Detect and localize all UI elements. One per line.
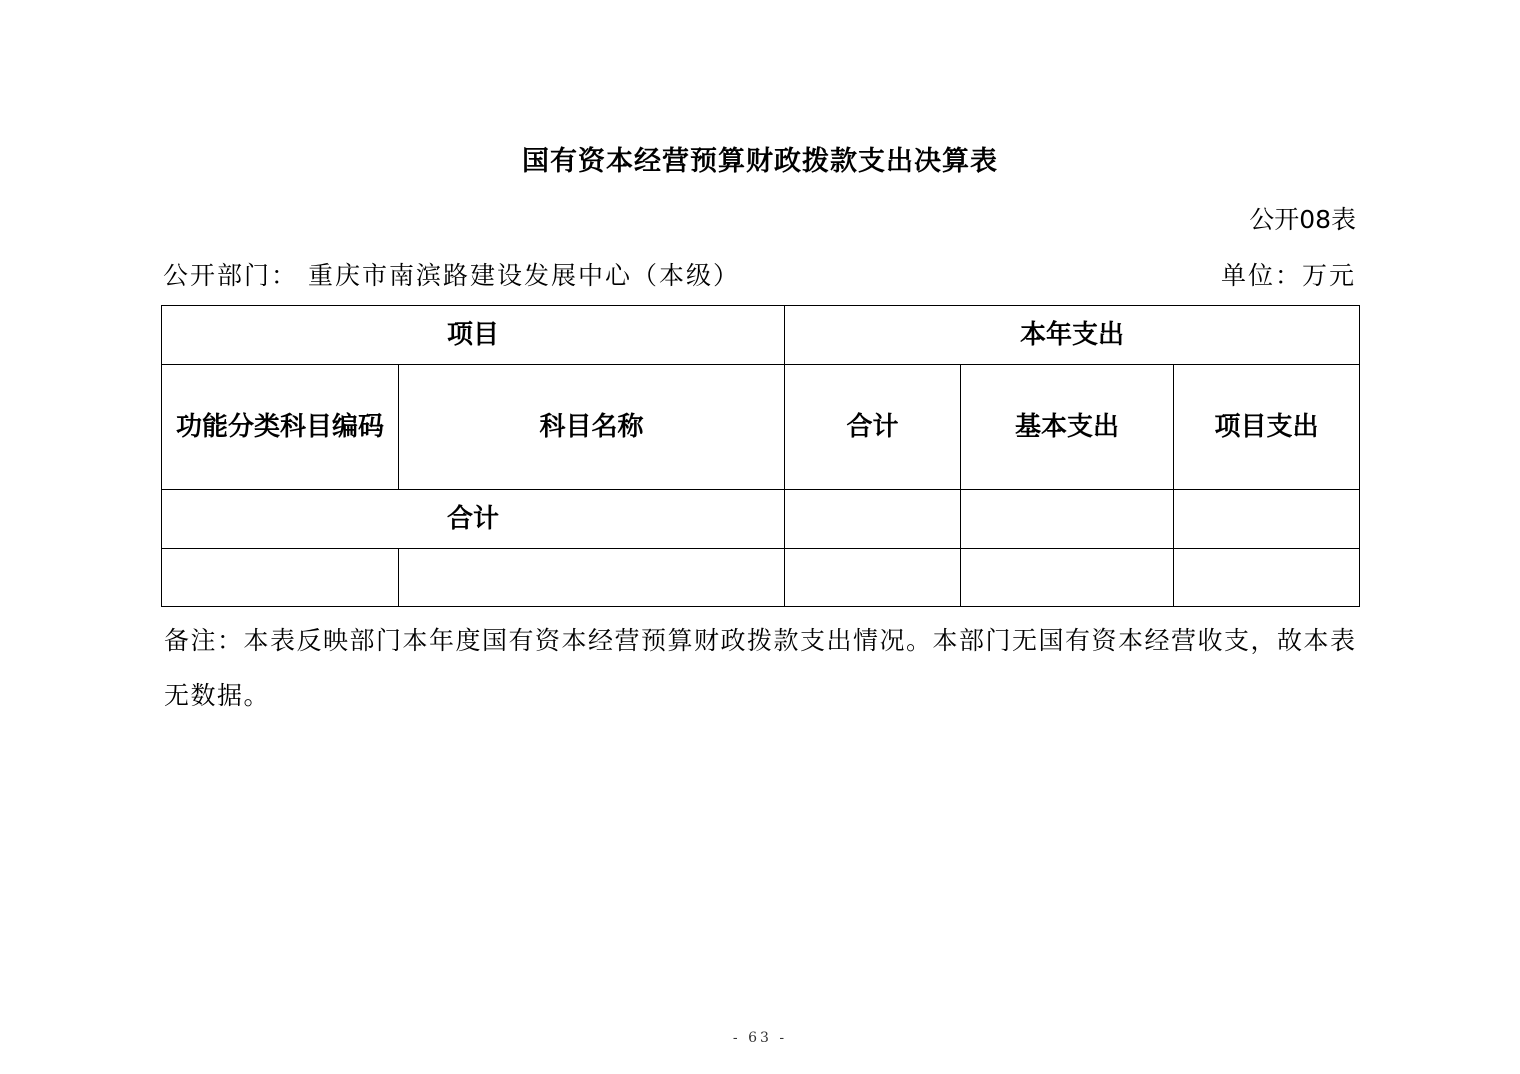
row-name bbox=[399, 549, 785, 607]
page-title: 国有资本经营预算财政拨款支出决算表 bbox=[522, 146, 998, 177]
row-total bbox=[785, 549, 961, 607]
table-row bbox=[162, 549, 1360, 607]
row-project bbox=[1174, 549, 1360, 607]
department-label: 公开部门： bbox=[163, 261, 299, 290]
total-row-label: 合计 bbox=[162, 490, 785, 549]
table-subheader-row bbox=[162, 365, 1360, 490]
page-number: - 63 - bbox=[732, 1030, 788, 1046]
header-current-year-expenditure: 本年支出 bbox=[785, 306, 1360, 365]
column-header-basic: 基本支出 bbox=[961, 365, 1174, 490]
department-line bbox=[163, 258, 740, 294]
total-row-project bbox=[1174, 490, 1360, 549]
unit-label: 单位：万元 bbox=[1220, 261, 1356, 290]
column-header-project: 项目支出 bbox=[1174, 365, 1360, 490]
column-header-name: 科目名称 bbox=[399, 365, 785, 490]
expenditure-table bbox=[161, 305, 1360, 607]
row-code bbox=[162, 549, 399, 607]
table-header-row bbox=[162, 306, 1360, 365]
total-row-basic bbox=[961, 490, 1174, 549]
total-row-total bbox=[785, 490, 961, 549]
header-item: 项目 bbox=[162, 306, 785, 365]
column-header-code: 功能分类科目编码 bbox=[162, 365, 399, 490]
department-name: 重庆市南滨路建设发展中心（本级） bbox=[307, 261, 740, 290]
column-header-total: 合计 bbox=[785, 365, 961, 490]
table-number: 公开08表 bbox=[1249, 205, 1356, 234]
row-basic bbox=[961, 549, 1174, 607]
table-total-row bbox=[162, 490, 1360, 549]
table-note: 备注：本表反映部门本年度国有资本经营预算财政拨款支出情况。本部门无国有资本经营收支，故本表无数据。 bbox=[164, 626, 1357, 710]
